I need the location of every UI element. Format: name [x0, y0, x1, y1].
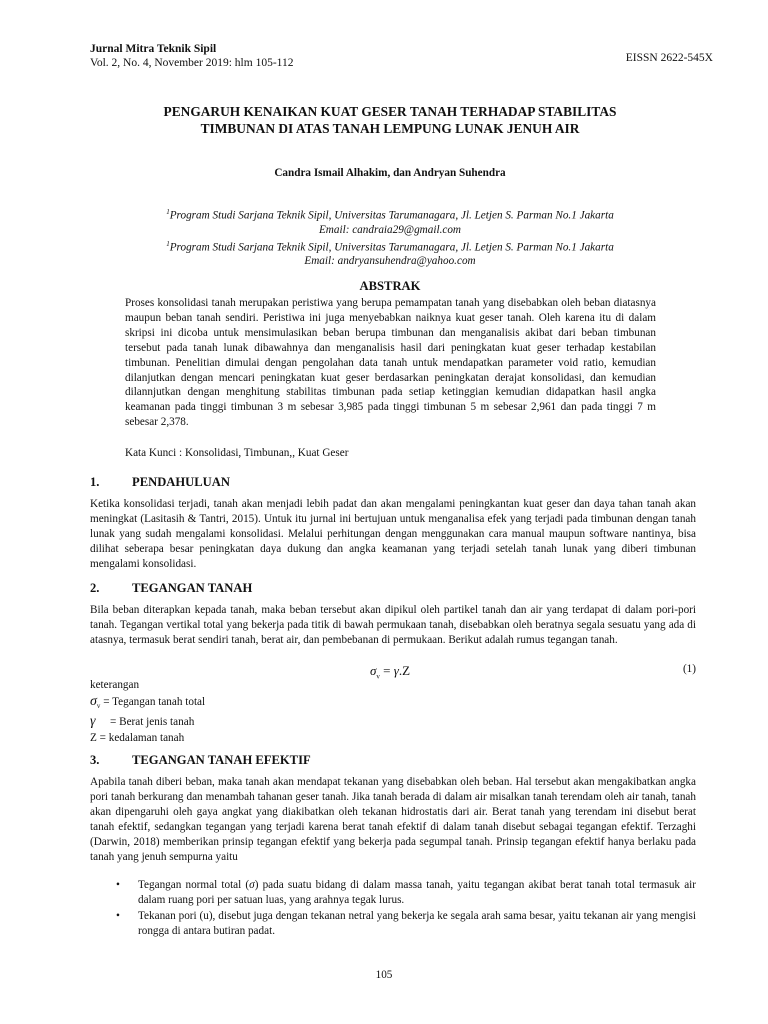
- note-z: Z = kedalaman tanah: [90, 732, 185, 745]
- note-gamma-desc: = Berat jenis tanah: [110, 716, 195, 729]
- section-heading-pendahuluan: [90, 475, 230, 490]
- eissn-label: EISSN 2622-545X: [625, 52, 713, 64]
- author-list: Candra Ismail Alhakim, dan Andryan Suhendra: [274, 167, 506, 179]
- affiliation-1-text: Program Studi Sarjana Teknik Sipil, Universitas Tarumanagara, Jl. Letjen S. Parman No.1 Jakarta: [169, 209, 614, 222]
- section-number: 1.: [90, 475, 100, 489]
- affiliation-2-sup: 1: [166, 239, 170, 248]
- journal-volume-info: Vol. 2, No. 4, November 2019: hlm 105-112: [90, 57, 294, 69]
- affiliation-1-sup: 1: [166, 208, 170, 216]
- abstract-heading: ABSTRAK: [359, 279, 421, 293]
- equation-number: (1): [682, 663, 696, 675]
- bullet-symbol: σ: [249, 879, 255, 891]
- section-paragraph-tegangan-efektif: Apabila tanah diberi beban, maka tanah akan mendapat tekanan yang disebabkan oleh beban. Hal tersebut akan mengakibatkan angka pori tanah berkurang dan menambah tahanan geser tanah. Jika tanah berada di dalam air misalkan tanah terendam oleh air tanah, tanah akan dipengaruhi oleh gaya angkat yang diakibatkan oleh tekanan hidrostatis dari air. Berat tanah yang terendam ini disebut berat tanah efektif, sedangkan tegangan yang terjadi karena berat tanah efektif di dalam tanah disebut sebagai tegangan efektif. Terzaghi (Darwin, 2018) memberikan prinsip tegangan efektif yang bekerja pada segumpal tanah. Prinsip tegangan efektif hanya berlaku pada tanah yang jenuh sempurna yaitu: [90, 776, 696, 863]
- keywords: [125, 447, 656, 459]
- section-number: 3.: [90, 753, 100, 767]
- formula-rest: .Z: [398, 663, 411, 678]
- section-heading-tegangan-efektif: [90, 753, 311, 768]
- note-sigma: [90, 694, 205, 715]
- journal-header: [90, 42, 690, 70]
- note-sigma-subscript: v: [96, 701, 101, 710]
- bullet-list: [90, 878, 696, 940]
- affiliation-2: [90, 237, 690, 255]
- title-line-2: TIMBUNAN DI ATAS TANAH LEMPUNG LUNAK JENUH AIR: [200, 121, 580, 136]
- section-title: PENDAHULUAN: [132, 475, 230, 489]
- keywords-text: Konsolidasi, Timbunan,, Kuat Geser: [184, 447, 349, 459]
- list-item: [90, 878, 696, 908]
- paper-title: [90, 103, 690, 137]
- notes-intro: keterangan: [90, 679, 140, 691]
- section-title: TEGANGAN TANAH: [132, 581, 253, 595]
- affiliation-1: [90, 205, 690, 223]
- note-sigma-desc: = Tegangan tanah total: [100, 695, 206, 708]
- affiliation-2-email: Email: andryansuhendra@yahoo.com: [304, 255, 476, 268]
- note-gamma: [90, 714, 205, 731]
- bullet-text-before: Tekanan pori (u), disebut juga dengan tekanan netral yang bekerja ke segala arah sama besar, yaitu tekanan air yang mengisi rongga di antara butiran padat.: [138, 909, 696, 937]
- affiliation-1-email: Email: candraia29@gmail.com: [318, 223, 462, 236]
- section-heading-tegangan-tanah: [90, 581, 252, 596]
- journal-name: Jurnal Mitra Teknik Sipil: [90, 43, 217, 55]
- keywords-label: Kata Kunci :: [125, 447, 183, 459]
- bullet-text-before: Tegangan normal total (: [138, 879, 250, 891]
- affiliations: [90, 205, 690, 268]
- bullet-text-after: ) pada suatu bidang di dalam massa tanah, yaitu tegangan akibat berat tanah total termasuk air dalam ruang pori per satuan luas, yang arahnya tegak lurus.: [138, 879, 697, 906]
- section-paragraph-tegangan-tanah: Bila beban diterapkan kepada tanah, maka beban tersebut akan dipikul oleh partikel tanah dan air yang terdapat di dalam pori-pori tanah. Tegangan vertikal total yang bekerja pada titik di bawah permukaan tanah, disebabkan oleh beratnya segala sesuatu yang ada di atasnya, termasuk berat sendiri tanah, berat air, dan pembebanan di permukaan. Berikut adalah rumus tegangan tanah.: [90, 604, 696, 646]
- bullet-icon: •: [116, 909, 120, 922]
- sigma-symbol: σ: [370, 663, 377, 678]
- bullet-icon: •: [116, 879, 120, 891]
- affiliation-2-text: Program Studi Sarjana Teknik Sipil, Universitas Tarumanagara, Jl. Letjen S. Parman No.1 Jakarta: [169, 241, 614, 254]
- sigma-subscript: v: [376, 672, 380, 681]
- gamma-symbol: γ: [393, 663, 399, 678]
- section-paragraph-pendahuluan: Ketika konsolidasi terjadi, tanah akan menjadi lebih padat dan akan mengalami peningkantan kuat geser dan daya tahan tanah akan meningkat (Lasitasih & Tantri, 2015). Untuk itu jurnal ini bertujuan untuk menganalisa efek yang terjadi pada timbunan dengan tanah lunak yang sudah mengalami konsolidasi. Melalui perhitungan dengan menggunakan cara manual maupun software nantinya, bisa dilihat seberapa besar peningkatan daya dukung dan angka keamanan yang terjadi setelah tanah lunak yang diberi timbunan mengalami konsolidasi.: [90, 498, 696, 570]
- title-line-1: PENGARUH KENAIKAN KUAT GESER TANAH TERHADAP STABILITAS: [163, 104, 617, 119]
- page-number: 105: [375, 969, 393, 981]
- section-title: TEGANGAN TANAH EFEKTIF: [132, 753, 311, 767]
- note-sigma-symbol: σ: [90, 693, 97, 709]
- formula-notes: [90, 678, 205, 747]
- formula-equals: =: [379, 663, 394, 678]
- formula-tegangan-total: [370, 663, 410, 681]
- note-gamma-symbol: γ: [90, 714, 96, 730]
- list-item: [90, 909, 696, 939]
- section-number: 2.: [90, 581, 100, 595]
- abstract-body: Proses konsolidasi tanah merupakan peristiwa yang berupa pemampatan tanah yang disebabkan oleh beban diatasnya maupun beban tanah sendiri. Peristiwa ini juga menyebabkan naiknya kuat geser tanah. Oleh karena itu di dalam skripsi ini dicoba untuk mensimulasikan beban berupa timbunan dan menganalisis akibat dari beban timbunan tersebut pada tanah lunak dibawahnya dan menganalisis hasil dari peningkatan kuat geser terhadap kestabilan timbunan. Penelitian dimulai dengan pengolahan data tanah untuk mendapatkan parameter void ratio, kemudian dilanjutkan dengan mencari peningkatan kuat geser berdasarkan peningkatan derajat konsolidasi, dan kemudian dilannjutkan dengan menghitung stabilitas timbunan pada setiap ketinggian kemudian didapatkan hasil angka keamanan pada tinggi timbunan 3 m sebesar 3,985 pada tinggi timbunan 5 m sebesar 2,961 dan pada tinggi 7 m sebesar 2,378.: [125, 297, 656, 429]
